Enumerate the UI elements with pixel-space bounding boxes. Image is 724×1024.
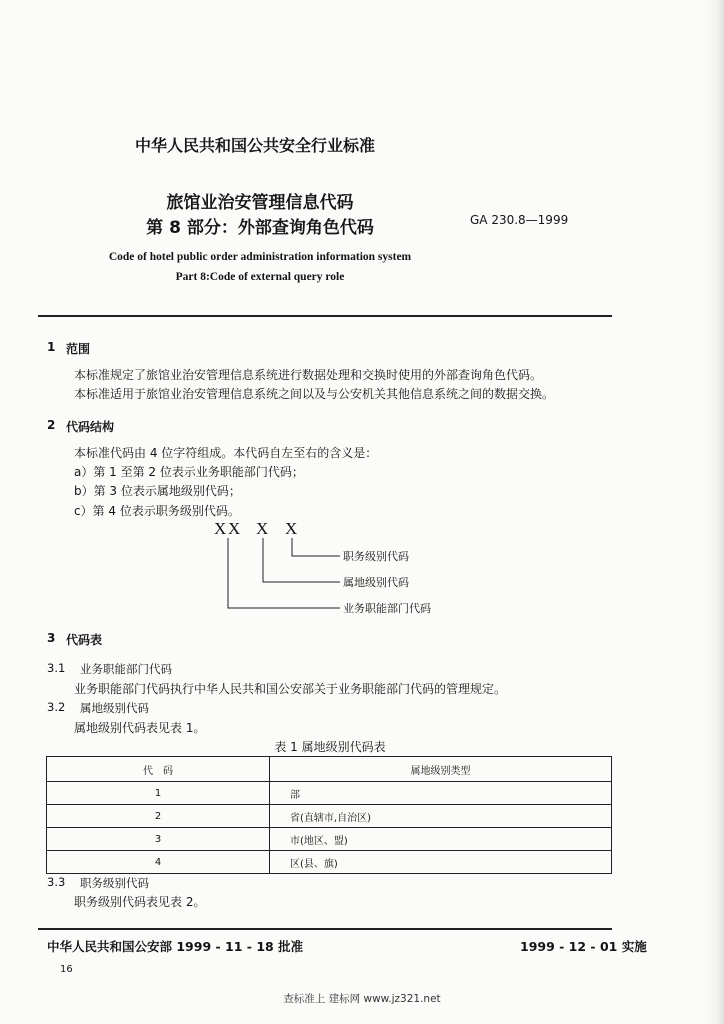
section-1-heading: 范围 [66,342,91,356]
implementation-date: 1999 - 12 - 01 实施 [520,939,647,954]
section-3-2-title: 属地级别代码 [80,701,149,715]
table-cell-type: 部 [270,782,612,805]
territory-level-code-table [46,756,612,874]
section-3-3-text: 职务级别代码表见表 2。 [74,895,206,909]
label-territory-level: 属地级别代码 [343,576,409,589]
approval-date: 中华人民共和国公安部 1999 - 11 - 18 批准 [47,939,304,954]
section-2-heading: 代码结构 [66,420,115,434]
issuer-header: 中华人民共和国公共安全行业标准 [134,136,375,155]
table-cell-type: 区(县、旗) [270,851,612,874]
table-row [47,805,612,828]
title-divider [38,315,612,317]
code-char-1: X [214,519,227,538]
leader-line-4 [292,538,340,556]
standard-number: GA 230.8—1999 [470,213,569,227]
table-1-caption: 表 1 属地级别代码表 [274,740,386,754]
table-header-code: 代 码 [47,757,270,782]
table-row [47,851,612,874]
table-header-type: 属地级别类型 [270,757,612,782]
table-cell-type: 省(直辖市,自治区) [270,805,612,828]
watermark-site: 查标准上 建标网 www.jz321.net [283,993,441,1005]
section-2-item-c: c）第 4 位表示职务级别代码。 [74,504,240,518]
section-3-1-text: 业务职能部门代码执行中华人民共和国公安部关于业务职能部门代码的管理规定。 [74,682,507,696]
section-1-para-1: 本标准规定了旅馆业治安管理信息系统进行数据处理和交换时使用的外部查询角色代码。 [74,368,543,382]
table-row [47,828,612,851]
code-char-3: X [256,519,269,538]
page-number: 16 [60,964,73,975]
code-char-4: X [285,519,298,538]
table-row [47,782,612,805]
label-duty-level: 职务级别代码 [343,550,409,563]
section-1-number: 1 [47,340,56,354]
section-2-number: 2 [47,418,56,432]
section-3-number: 3 [47,631,56,645]
section-3-3-number: 3.3 [47,875,66,889]
code-structure-diagram [200,512,500,622]
table-cell-code: 1 [47,782,270,805]
section-3-2-text: 属地级别代码表见表 1。 [74,721,206,735]
table-cell-code: 2 [47,805,270,828]
section-3-heading: 代码表 [66,633,103,647]
leader-line-12 [228,538,340,608]
code-char-2: X [228,519,241,538]
table-cell-type: 市(地区、盟) [270,828,612,851]
section-3-1-title: 业务职能部门代码 [80,662,172,676]
section-3-3-title: 职务级别代码 [80,876,149,890]
section-2-item-a: a）第 1 至第 2 位表示业务职能部门代码； [74,465,304,479]
title-line-2: 第 8 部分：外部查询角色代码 [146,218,374,238]
section-1-para-2: 本标准适用于旅馆业治安管理信息系统之间以及与公安机关其他信息系统之间的数据交换。 [74,387,555,401]
section-3-2-number: 3.2 [47,700,66,714]
section-2-item-b: b）第 3 位表示属地级别代码； [74,484,241,498]
english-title-line-1: Code of hotel public order administration information system [108,251,412,263]
table-header-row [47,757,612,782]
english-title-line-2: Part 8:Code of external query role [175,271,345,283]
footer-divider [38,928,612,930]
title-line-1: 旅馆业治安管理信息代码 [166,193,354,213]
leader-line-3 [263,538,340,582]
scan-edge-shadow [706,0,724,1024]
table-cell-code: 4 [47,851,270,874]
section-3-1-number: 3.1 [47,661,66,675]
section-2-intro: 本标准代码由 4 位字符组成。本代码自左至右的含义是： [74,446,378,460]
label-department: 业务职能部门代码 [343,602,431,615]
table-cell-code: 3 [47,828,270,851]
